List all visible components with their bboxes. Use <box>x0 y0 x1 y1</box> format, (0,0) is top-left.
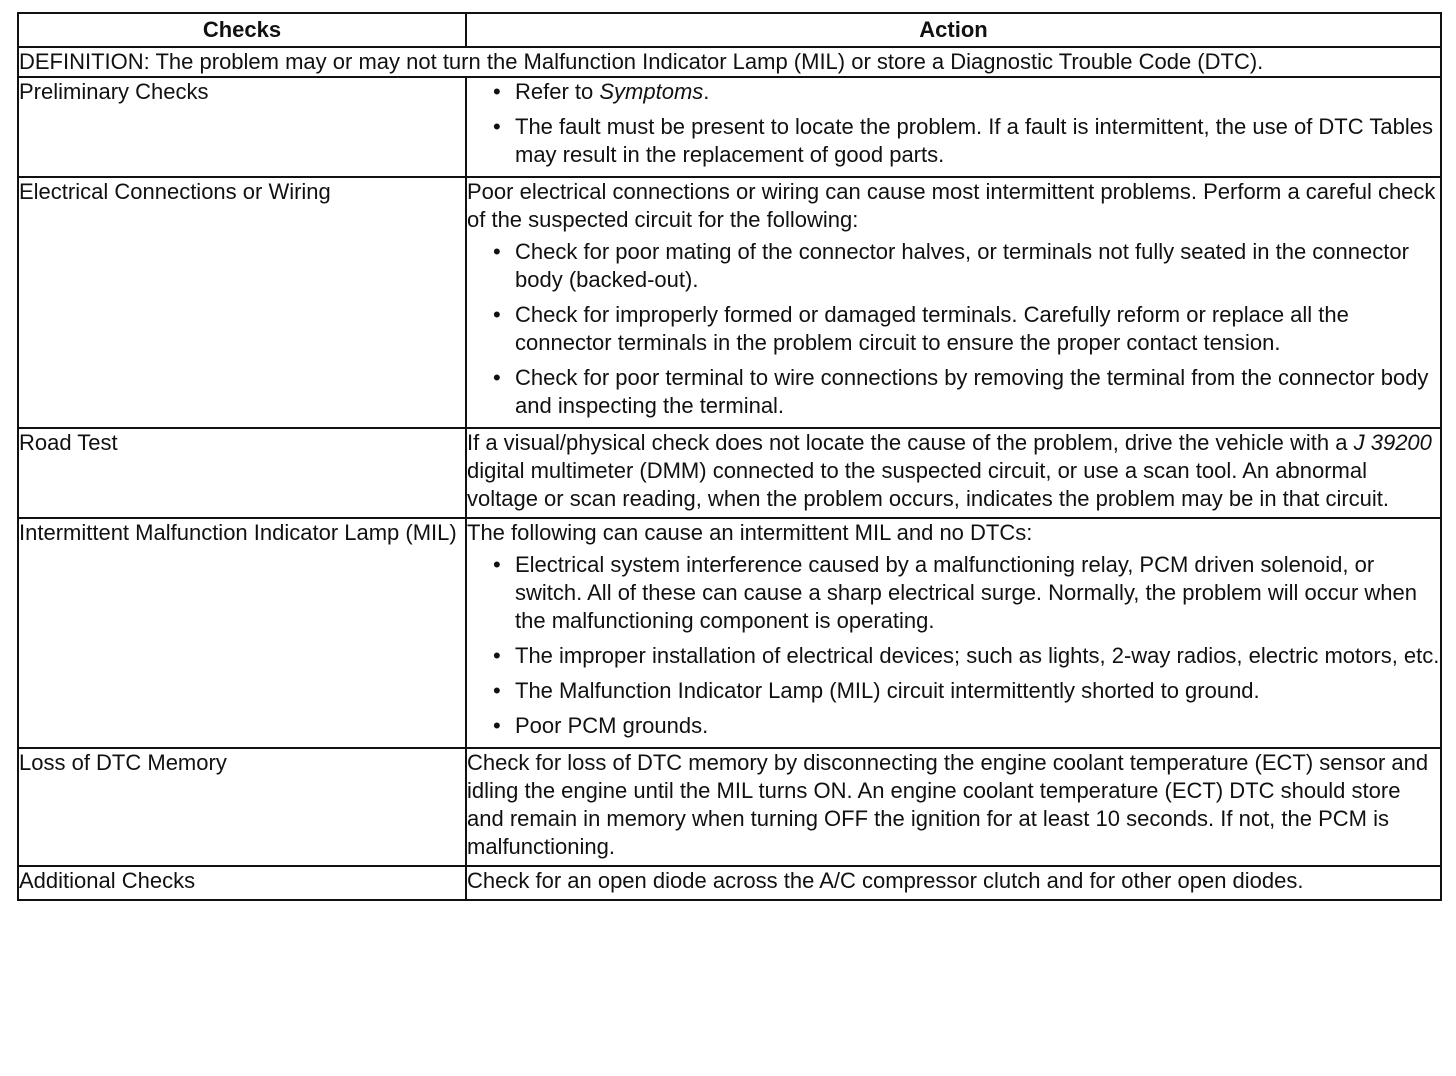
check-name: Preliminary Checks <box>18 77 466 177</box>
action-intro <box>467 429 1440 513</box>
table-row <box>18 77 1441 177</box>
action-intro: Check for loss of DTC memory by disconnecting the engine coolant temperature (ECT) sensor and idling the engine until the MIL turns ON. An engine coolant temperature (ECT) DTC should store and remain in memory when turning OFF the ignition for at least 10 seconds. If not, the PCM is malfunctioning. <box>467 750 1429 859</box>
action-cell <box>466 748 1441 866</box>
definition-text: DEFINITION: The problem may or may not turn the Malfunction Indicator Lamp (MIL) or store a Diagnostic Trouble Code (DTC). <box>18 47 1441 77</box>
tool-reference: J 39200 <box>1353 430 1432 455</box>
action-cell <box>466 518 1441 748</box>
action-cell <box>466 77 1441 177</box>
action-text: digital multimeter (DMM) connected to the suspected circuit, or use a scan tool. An abnormal voltage or scan reading, when the problem occurs, indicates the problem may be in that circuit. <box>467 458 1390 511</box>
bullet-list <box>467 238 1440 420</box>
bullet-item: • Electrical system interference caused by a malfunctioning relay, PCM driven solenoid, or switch. All of these can cause a sharp electrical surge. Normally, the problem will occur when the malfunctioning component is operating. <box>515 551 1440 635</box>
action-intro: Check for an open diode across the A/C compressor clutch and for other open diodes. <box>467 868 1304 893</box>
action-cell <box>466 428 1441 518</box>
bullet-item <box>515 78 1440 106</box>
bullet-text: . <box>703 79 710 104</box>
bullet-item <box>515 113 1440 169</box>
table-header-row <box>18 13 1441 47</box>
table-row <box>18 428 1441 518</box>
check-name: Additional Checks <box>18 866 466 900</box>
bullet-text: Refer to <box>515 79 600 104</box>
action-text: If a visual/physical check does not locate the cause of the problem, drive the vehicle with a <box>467 430 1354 455</box>
check-name: Intermittent Malfunction Indicator Lamp (MIL) <box>18 518 466 748</box>
bullet-item: • Check for poor terminal to wire connections by removing the terminal from the connector body and inspecting the terminal. <box>515 364 1440 420</box>
header-checks: Checks <box>18 13 466 47</box>
bullet-item: • Check for improperly formed or damaged terminals. Carefully reform or replace all the connector terminals in the problem circuit to ensure the proper contact tension. <box>515 301 1440 357</box>
header-action: Action <box>466 13 1441 47</box>
bullet-text: The fault must be present to locate the problem. If a fault is intermittent, the use of DTC Tables may result in the replacement of good parts. <box>515 114 1433 167</box>
symptoms-reference: Symptoms <box>599 79 704 104</box>
action-intro: Poor electrical connections or wiring can cause most intermittent problems. Perform a careful check of the suspected circuit for the following: <box>467 179 1436 232</box>
bullet-item: • Poor PCM grounds. <box>515 712 1440 740</box>
action-intro: The following can cause an intermittent MIL and no DTCs: <box>467 520 1033 545</box>
definition-row <box>18 47 1441 77</box>
check-name: Loss of DTC Memory <box>18 748 466 866</box>
diagnostic-table <box>17 12 1442 901</box>
action-cell <box>466 866 1441 900</box>
bullet-item: • Check for poor mating of the connector halves, or terminals not fully seated in the connector body (backed-out). <box>515 238 1440 294</box>
bullet-item: • The improper installation of electrical devices; such as lights, 2-way radios, electric motors, etc. <box>515 642 1440 670</box>
check-name: Electrical Connections or Wiring <box>18 177 466 428</box>
table-row <box>18 177 1441 428</box>
action-cell <box>466 177 1441 428</box>
bullet-list <box>467 551 1440 740</box>
table-row <box>18 748 1441 866</box>
bullet-list <box>467 78 1440 169</box>
check-name: Road Test <box>18 428 466 518</box>
table-row <box>18 518 1441 748</box>
bullet-item: • The Malfunction Indicator Lamp (MIL) circuit intermittently shorted to ground. <box>515 677 1440 705</box>
table-row <box>18 866 1441 900</box>
